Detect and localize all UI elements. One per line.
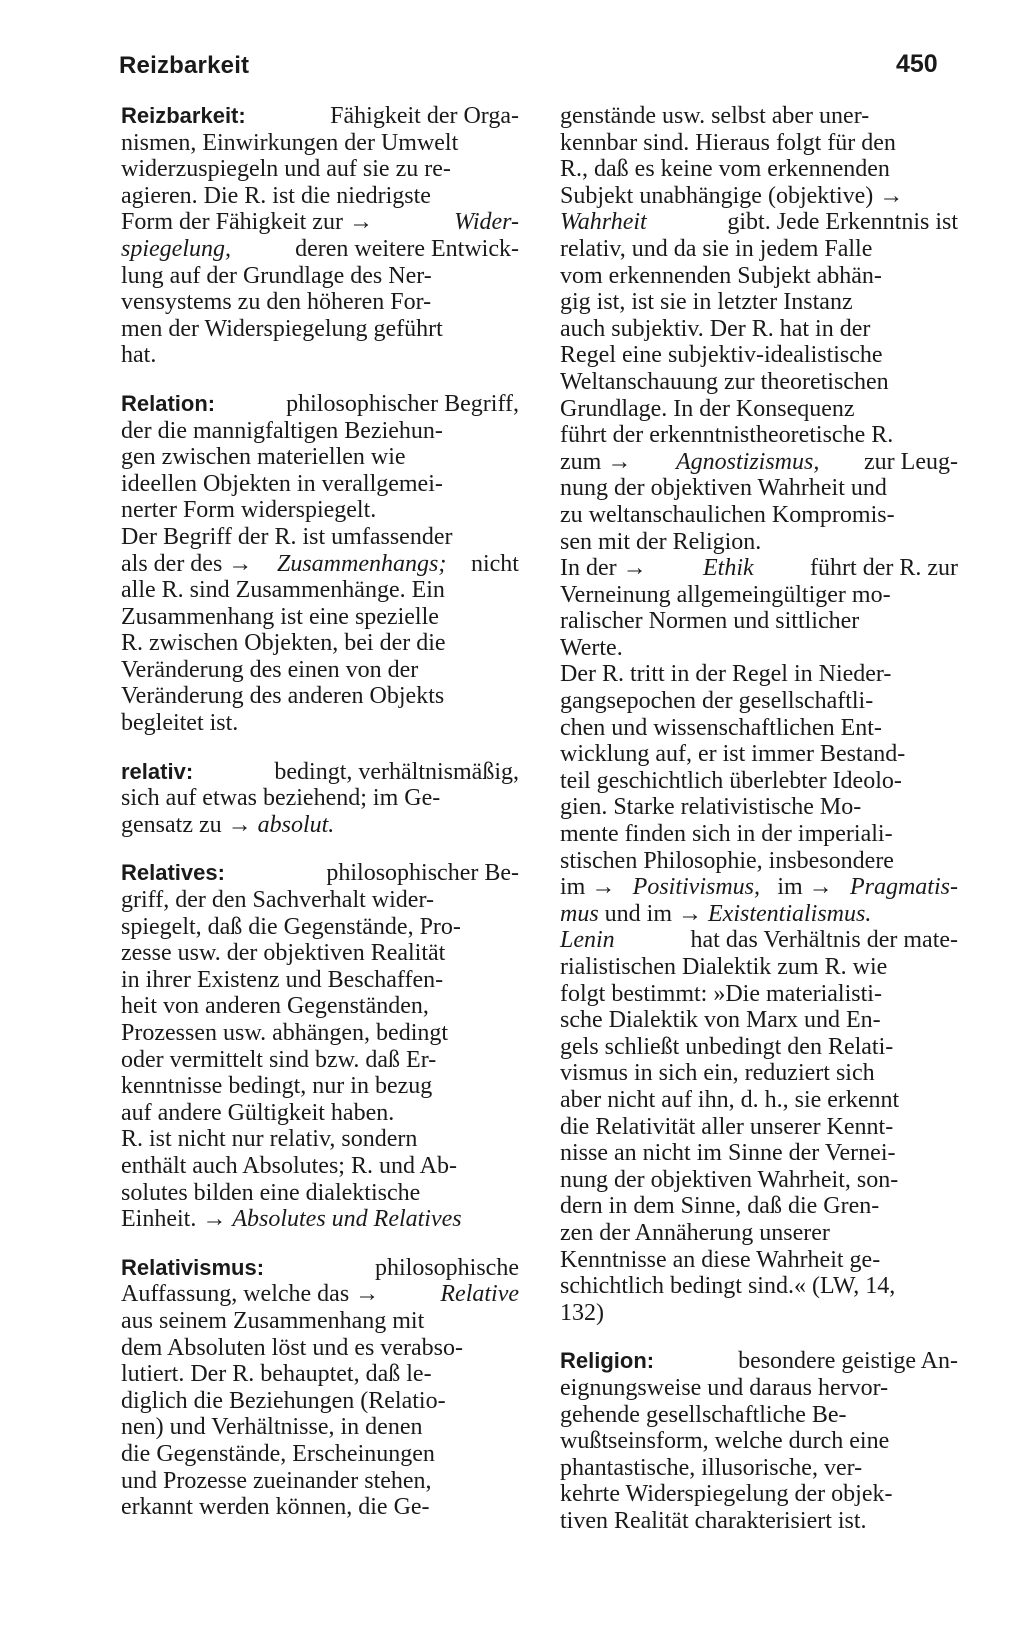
entry-text: der die mannigfaltigen Beziehun- [121, 417, 443, 444]
entry-relation [121, 391, 519, 737]
entry-text: griff, der den Sachverhalt wider- [121, 887, 434, 914]
entry-term: Relation: [121, 390, 216, 416]
entry-text: dern in dem Sinne, daß die Gren- [560, 1193, 880, 1220]
entry-text: aus seinem Zusammenhang mit [121, 1307, 425, 1334]
entry-text: nerter Form widerspiegelt. [121, 497, 377, 524]
entry-relatives [121, 860, 519, 1232]
cross-reference[interactable]: Relative [440, 1281, 519, 1308]
entry-text: zum → [560, 448, 632, 475]
entry-text: Werte. [560, 634, 623, 661]
entry-text: Veränderung des anderen Objekts [121, 683, 445, 710]
entry-text: und Prozesse zueinander stehen, [121, 1467, 432, 1494]
entry-term: Relativismus: [121, 1254, 265, 1280]
entry-text: ideellen Objekten in verallgemei- [121, 470, 443, 497]
cross-reference[interactable]: Absolutes und Relatives [232, 1206, 462, 1233]
cross-reference[interactable]: Lenin [560, 927, 615, 954]
entry-text: die Relativität aller unserer Kennt- [560, 1113, 894, 1140]
entry-text: führt der erkenntnistheoretische R. [560, 422, 894, 449]
cross-reference[interactable]: Ethik [703, 555, 754, 582]
entry-text: vismus in sich ein, reduziert sich [560, 1060, 875, 1087]
entry-text: gen zwischen materiellen wie [121, 444, 406, 471]
cross-reference[interactable]: absolut. [257, 811, 335, 838]
right-column [560, 103, 958, 1556]
entry-text: R. ist nicht nur relativ, sondern [121, 1126, 418, 1153]
entry-text: gien. Starke relativistische Mo- [560, 794, 862, 821]
entry-relativismus-continued [560, 103, 958, 1326]
entry-text: phantastische, illusorische, ver- [560, 1454, 863, 1481]
entry-text: philosophischer Be- [326, 860, 519, 887]
entry-text: begleitet ist. [121, 710, 239, 737]
entry-text: heit von anderen Gegenständen, [121, 993, 429, 1020]
entry-text: relativ, und da sie in jedem Falle [560, 235, 873, 262]
entry-text: kehrte Widerspiegelung der objek- [560, 1481, 893, 1508]
entry-text: und im → [604, 900, 703, 927]
entry-text: im → [777, 874, 833, 901]
entry-text: tiven Realität charakterisiert ist. [560, 1507, 867, 1534]
entry-text: führt der R. zur [810, 555, 958, 582]
entry-text: zen der Annäherung unserer [560, 1219, 830, 1246]
entry-text: 132) [560, 1299, 604, 1326]
cross-reference[interactable]: Wider- [454, 209, 519, 236]
entry-text: besondere geistige An- [738, 1348, 958, 1375]
entry-relativismus [121, 1255, 519, 1521]
cross-reference[interactable]: Positivismus, [632, 874, 760, 901]
entry-text: Zusammenhang ist eine spezielle [121, 603, 439, 630]
entry-text: agieren. Die R. ist die niedrigste [121, 182, 431, 209]
entry-text: Prozessen usw. abhängen, bedingt [121, 1020, 449, 1046]
entry-text: genstände usw. selbst aber uner- [560, 103, 870, 129]
entry-text: enthält auch Absolutes; R. und Ab- [121, 1152, 457, 1179]
entry-text: Verneinung allgemeingültiger mo- [560, 581, 891, 608]
entry-text: vom erkennenden Subjekt abhän- [560, 262, 882, 289]
entry-text: lutiert. Der R. behauptet, daß le- [121, 1361, 432, 1388]
page-number: 450 [896, 50, 938, 78]
cross-reference[interactable]: Existentialismus. [708, 900, 872, 927]
entry-text: eignungsweise und daraus hervor- [560, 1374, 889, 1401]
entry-term: Relatives: [121, 860, 225, 886]
entry-text: ralischer Normen und sittlicher [560, 608, 860, 635]
entry-term: Reizbarkeit: [121, 103, 246, 128]
running-header-term: Reizbarkeit [119, 52, 250, 79]
entry-text: in ihrer Existenz und Beschaffen- [121, 966, 444, 993]
entry-text: rialistischen Dialektik zum R. wie [560, 954, 888, 980]
entry-text: In der → [560, 555, 647, 582]
entry-text: dem Absoluten löst und es verabso- [121, 1334, 463, 1361]
entry-text: spiegelt, daß die Gegenstände, Pro- [121, 913, 461, 940]
entry-text: zu weltanschaulichen Kompromis- [560, 501, 895, 528]
entry-text: philosophische [375, 1254, 519, 1281]
entry-text: mente finden sich in der imperiali- [560, 821, 893, 848]
entry-text: oder vermittelt sind bzw. daß Er- [121, 1046, 437, 1073]
entry-text: philosophischer Begriff, [286, 390, 519, 417]
entry-text: nismen, Einwirkungen der Umwelt [121, 129, 459, 156]
cross-reference[interactable]: Wahrheit [560, 209, 647, 236]
entry-text: hat. [121, 342, 157, 369]
entry-text: Einheit. → [121, 1206, 227, 1233]
entry-text: im → [560, 874, 616, 901]
entry-text: Auffassung, welche das → [121, 1281, 380, 1308]
entry-text: gig ist, ist sie in letzter Instanz [560, 289, 853, 316]
entry-text: R., daß es keine vom erkennenden [560, 156, 890, 183]
entry-text: schichtlich bedingt sind.« (LW, 14, [560, 1273, 896, 1300]
cross-reference[interactable]: Zusammenhangs; [276, 550, 447, 577]
entry-text: Der R. tritt in der Regel in Nieder- [560, 661, 892, 688]
entry-text: erkannt werden können, die Ge- [121, 1494, 430, 1521]
entry-text: men der Widerspiegelung geführt [121, 315, 443, 342]
entry-text: diglich die Beziehungen (Relatio- [121, 1387, 446, 1414]
entry-term: relativ: [121, 758, 194, 784]
entry-text: widerzuspiegeln und auf sie zu re- [121, 156, 451, 183]
entry-text: nen) und Verhältnisse, in denen [121, 1414, 423, 1441]
entry-text: gangsepochen der gesellschaftli- [560, 688, 874, 715]
entry-text: gibt. Jede Erkenntnis ist [727, 209, 958, 236]
entry-text: folgt bestimmt: »Die materialisti- [560, 980, 882, 1007]
left-column [121, 103, 519, 1543]
entry-text: gensatz zu → [121, 811, 252, 838]
entry-text: bedingt, verhältnismäßig, [274, 758, 519, 785]
entry-text: solutes bilden eine dialektische [121, 1179, 421, 1206]
entry-text: deren weitere Entwick- [295, 235, 519, 262]
entry-text: kenntnisse bedingt, nur in bezug [121, 1073, 433, 1100]
entry-text: stischen Philosophie, insbesondere [560, 847, 894, 874]
cross-reference[interactable]: mus [560, 900, 599, 927]
entry-text: nicht [470, 550, 519, 577]
entry-text: teil geschichtlich überlebter Ideolo- [560, 767, 902, 794]
entry-text: sche Dialektik von Marx und En- [560, 1007, 881, 1034]
entry-religion [560, 1348, 958, 1534]
entry-text: auf andere Gültigkeit haben. [121, 1099, 395, 1126]
entry-text: lung auf der Grundlage des Ner- [121, 262, 432, 289]
entry-text: aber nicht auf ihn, d. h., sie erkennt [560, 1086, 900, 1113]
entry-text: chen und wissenschaftlichen Ent- [560, 714, 882, 741]
entry-text: gels schließt unbedingt den Relati- [560, 1033, 894, 1060]
entry-text: Form der Fähigkeit zur → [121, 209, 373, 236]
entry-text: sen mit der Religion. [560, 528, 762, 555]
cross-reference[interactable]: Agnostizismus, [676, 448, 820, 475]
entry-text: wicklung auf, er ist immer Bestand- [560, 741, 906, 768]
entry-text: als der des → [121, 550, 253, 577]
entry-text: vensystems zu den höheren For- [121, 289, 432, 316]
entry-text: Fähigkeit der Orga- [330, 103, 519, 129]
entry-text: die Gegenstände, Erscheinungen [121, 1440, 435, 1467]
entry-text: nisse an nicht im Sinne der Vernei- [560, 1140, 896, 1167]
entry-text: Der Begriff der R. ist umfassender [121, 523, 453, 550]
entry-text: R. zwischen Objekten, bei der die [121, 630, 446, 657]
entry-text: zur Leug- [864, 448, 958, 475]
entry-text: Kenntnisse an diese Wahrheit ge- [560, 1246, 881, 1273]
entry-text: auch subjektiv. Der R. hat in der [560, 315, 871, 342]
entry-relativ [121, 759, 519, 839]
entry-term: Religion: [560, 1348, 655, 1374]
entry-text: Regel eine subjektiv-idealistische [560, 342, 883, 369]
entry-text: alle R. sind Zusammenhänge. Ein [121, 577, 445, 604]
entry-text: kennbar sind. Hieraus folgt für den [560, 129, 896, 156]
entry-text: Weltanschauung zur theoretischen [560, 368, 889, 395]
cross-reference[interactable]: Pragmatis- [849, 874, 958, 901]
entry-text: hat das Verhältnis der mate- [690, 927, 958, 954]
entry-text: wußtseinsform, welche durch eine [560, 1428, 890, 1455]
entry-reizbarkeit [121, 103, 519, 369]
entry-text: zesse usw. der objektiven Realität [121, 940, 446, 967]
entry-text: gehende gesellschaftliche Be- [560, 1401, 847, 1428]
cross-reference[interactable]: spiegelung, [121, 235, 231, 262]
entry-text: nung der objektiven Wahrheit, son- [560, 1166, 899, 1193]
entry-text: Veränderung des einen von der [121, 656, 419, 683]
entry-text: Grundlage. In der Konsequenz [560, 395, 855, 422]
entry-text: Subjekt unabhängige (objektive) → [560, 182, 904, 209]
entry-text: sich auf etwas beziehend; im Ge- [121, 785, 441, 812]
entry-text: nung der objektiven Wahrheit und [560, 475, 887, 502]
